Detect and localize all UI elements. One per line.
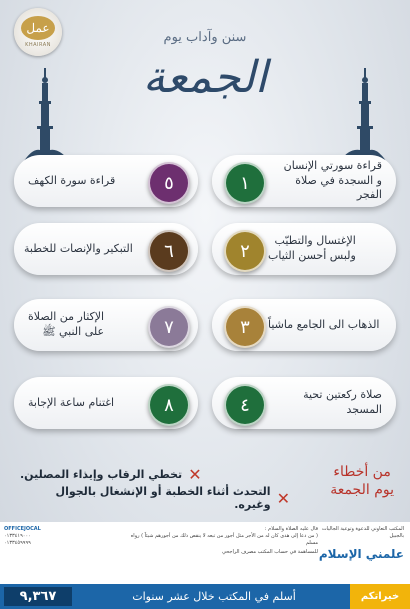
item-number-badge: ٦ [148,230,190,272]
mistakes-heading [330,464,394,499]
item-text: التبكير والإنصات للخطبة [24,241,133,255]
program-name: علمني الإسلام [318,546,404,561]
converts-count: ٩,٣٦٧ [4,587,72,606]
logo-word: KHAIRAN [25,42,51,48]
item-number-badge: ٨ [148,384,190,426]
mistake-item [20,462,290,486]
item-number-badge: ٧ [148,306,190,348]
phone-1: ٠١٣٣٤١٩٠٠٠ [4,532,31,539]
mistakes-heading-line1: من أخطاء [333,464,391,480]
item-card-8 [14,377,198,429]
mistake-text: التحدث أثناء الخطبة أو الإنشغال بالجوال وغيره. [55,485,271,511]
item-text: اغتنام ساعة الإجابة [28,395,115,409]
page-subtitle: سنن وآداب يوم [163,30,247,45]
donation-account: للمساهمة في حساب المكتب مصرف الراجحي [221,549,318,556]
website-link[interactable]: OFFICEJOCAL [4,526,41,532]
hadith-text: ( من دعا إلى هدى كان له من الأجر مثل أجور من تبعه لا ينقص ذلك من أجورهم شيئاً ) رواه مسلم [130,532,318,546]
item-card-6 [14,223,198,275]
item-number-badge: ٢ [224,230,266,272]
mistakes-list [20,462,290,510]
page-title: الجمعة [142,52,268,103]
phone-2: ٠١٣٣٤٥٩٩٩٩ [4,539,31,546]
item-number-badge: ٣ [224,306,266,348]
banner-message: أسلم في المكتب خلال عشر سنوات [132,590,296,603]
cross-icon: ✕ [188,464,202,484]
item-card-3 [212,299,396,351]
brand-label: خيراتكم [350,584,410,609]
bottom-banner [0,584,410,609]
footer-hadith [118,526,318,556]
item-text: قراءة سورة الكهف [28,173,116,187]
mistakes-heading-line2: يوم الجمعة [330,481,394,498]
hadith-intro: قال عليه الصلاة والسلام : [264,526,318,532]
item-number-badge: ٥ [148,162,190,204]
item-number-badge: ٤ [224,384,266,426]
footer-contact [4,526,94,546]
logo-mark: عمل [21,16,55,40]
item-card-2 [212,223,396,275]
item-text: صلاة ركعتين تحية المسجد [303,388,382,416]
item-text: قراءة سورتي الإنسان و السجدة في صلاة الفجر [283,158,382,202]
item-card-5 [14,155,198,207]
mistake-item [20,486,290,510]
item-text: الذهاب الى الجامع ماشياً [268,317,380,331]
item-text: الإغتسال والتطيّب ولبس أحسن الثياب [268,234,356,262]
item-card-7 [14,299,198,351]
cross-icon: ✕ [276,488,290,508]
item-number-badge: ١ [224,162,266,204]
item-text: الإكثار من الصلاة على النبي ﷺ [28,310,105,338]
item-card-4 [212,377,396,429]
footer-org [314,526,404,562]
org-name: المكتب التعاوني للدعوة وتوعية الجاليات بالجبيل [321,526,404,539]
item-card-1 [212,155,396,207]
mistake-text: تخطي الرقاب وإيذاء المصلين. [20,467,183,481]
